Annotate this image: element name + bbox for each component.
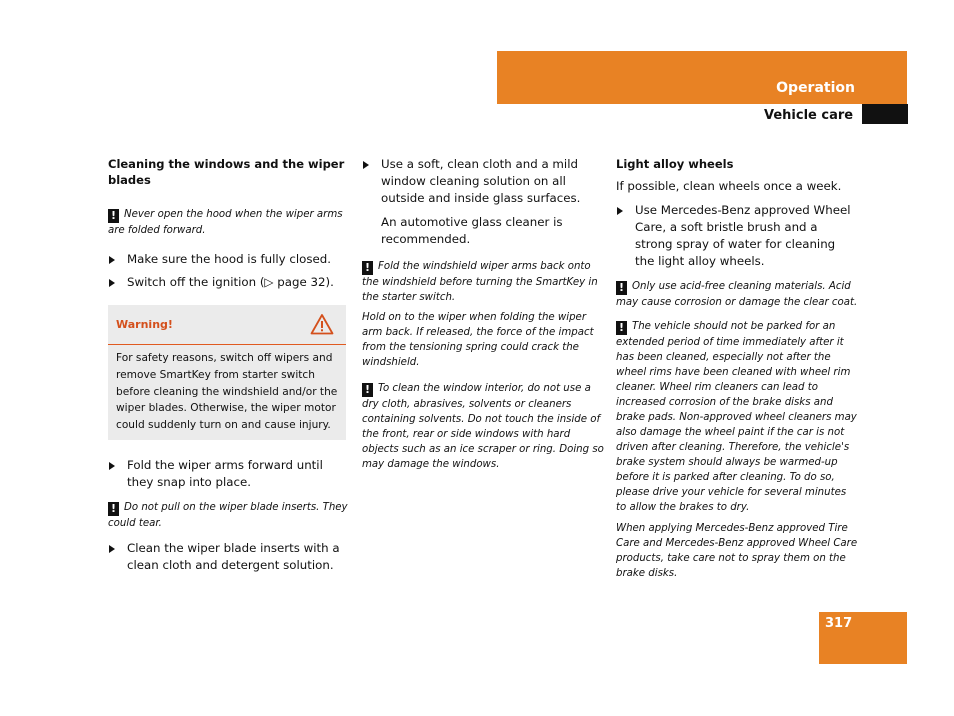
note-tire-care: When applying Mercedes-Benz approved Tire Care and Mercedes-Benz approved Wheel Care products, take care not to spray them on the brake disks. (616, 523, 858, 579)
glass-cleaner-tip: An automotive glass cleaner is recommended. (381, 215, 563, 246)
heading-windows-wipers: Cleaning the windows and the wiper blades (108, 157, 345, 187)
step-hood-closed: Make sure the hood is fully closed. (108, 251, 348, 268)
exclamation-icon: ! (616, 321, 627, 335)
exclamation-icon: ! (362, 261, 373, 275)
warning-title: Warning! (116, 318, 173, 331)
page-number: 317 (825, 616, 853, 631)
step-ignition-off: Switch off the ignition (▷ page 32). (108, 274, 348, 291)
subsection-marker (862, 104, 908, 124)
page-number-box (819, 612, 907, 664)
exclamation-icon: ! (362, 383, 373, 397)
warning-header (108, 305, 346, 345)
column-left (108, 156, 348, 574)
step-clean-glass: Use a soft, clean cloth and a mild window cleaning solution on all outside and inside glass surfaces. (362, 156, 604, 207)
column-middle (362, 156, 604, 472)
step-clean-wiper-inserts: Clean the wiper blade inserts with a clean cloth and detergent solution. (108, 540, 348, 574)
note-hold-wiper: Hold on to the wiper when folding the wiper arm back. If released, the force of the impact from the tensioning spring could crack the windshield. (362, 312, 594, 368)
column-right (616, 156, 858, 581)
note-hood: ! Never open the hood when the wiper arms are folded forward. (108, 209, 343, 236)
section-header-bar (497, 51, 907, 104)
warning-triangle-icon (310, 313, 334, 335)
heading-alloy-wheels: Light alloy wheels (616, 157, 734, 171)
note-acid-free: ! Only use acid-free cleaning materials. Acid may cause corrosion or damage the clear coat. (616, 281, 858, 308)
subsection-title: Vehicle care (764, 108, 854, 123)
note-wiper-inserts: ! Do not pull on the wiper blade inserts. They could tear. (108, 501, 348, 529)
step-wheel-care: Use Mercedes-Benz approved Wheel Care, a soft bristle brush and a strong spray of water for cleaning the light alloy wheels. (616, 202, 858, 270)
exclamation-icon: ! (108, 209, 119, 223)
section-title: Operation (776, 80, 855, 96)
warning-text: For safety reasons, switch off wipers and remove SmartKey from starter switch before cleaning the windshield and/or the wiper blades. Otherwise, the wiper motor could suddenly turn on and cause injury. (116, 352, 338, 432)
wheel-cleaning-frequency: If possible, clean wheels once a week. (616, 179, 842, 193)
note-window-interior: ! To clean the window interior, do not use a dry cloth, abrasives, solvents or cleaners containing solvents. Do not touch the inside of the front, rear or side windows with hard objects such as an ice scraper or ring. Doing so may damage the windows. (362, 383, 604, 470)
exclamation-icon: ! (108, 502, 119, 516)
exclamation-icon: ! (616, 281, 627, 295)
warning-box (108, 305, 346, 440)
step-fold-wiper-arms: Fold the wiper arms forward until they snap into place. (108, 457, 348, 491)
note-parking-after-cleaning: ! The vehicle should not be parked for an extended period of time immediately after it has been cleaned, especially not after the wheel rims have been cleaned with wheel rim cleaner. Wheel rim cleaners can lead to increased corrosion of the brake disks and brake pads. Non-approved wheel cleaners may also damage the wheel paint if the car is not driven after cleaning. Therefore, the vehicle's brake system should always be warmed-up before it is parked after cleaning. To do so, please drive your vehicle for several minutes to allow the brakes to dry. (616, 321, 857, 513)
note-fold-wiper-back: ! Fold the windshield wiper arms back onto the windshield before turning the SmartKey in the starter switch. (362, 261, 598, 303)
